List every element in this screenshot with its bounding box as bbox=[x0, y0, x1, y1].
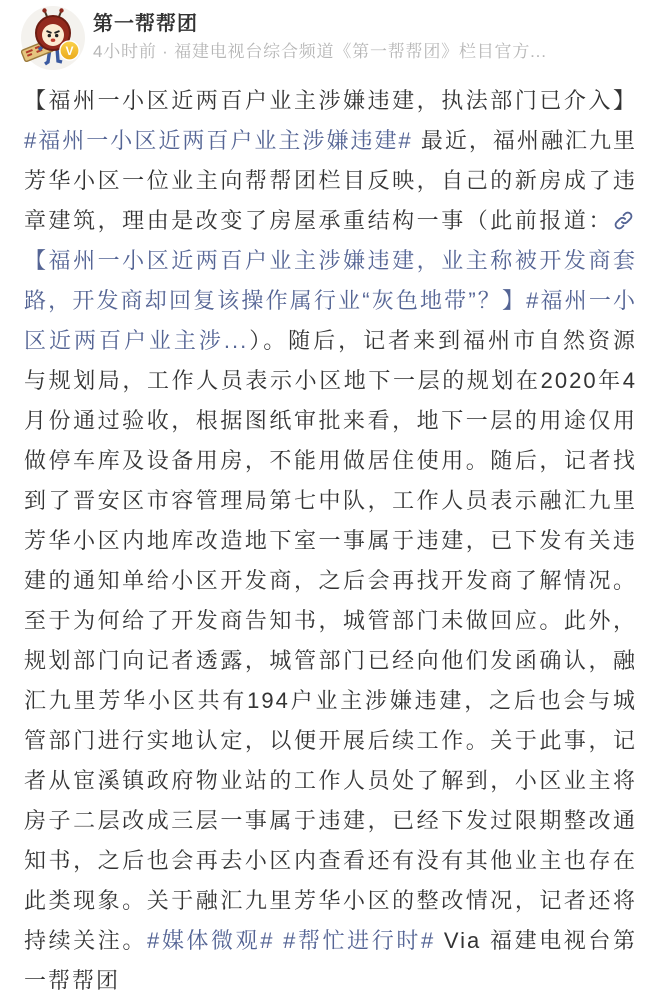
username[interactable]: 第一帮帮团 bbox=[93, 13, 198, 35]
post-body bbox=[24, 81, 637, 1001]
hashtag-link-help[interactable]: #帮忙进行时# bbox=[283, 928, 436, 953]
post-header bbox=[21, 6, 650, 72]
svg-text:V: V bbox=[65, 44, 74, 58]
post-text-via: Via 福建电视台第一帮帮团 bbox=[24, 928, 637, 993]
hashtag-link-main[interactable]: #福州一小区近两百户业主涉嫌违建# bbox=[24, 128, 413, 153]
post-meta: 4小时前 · 福建电视台综合频道《第一帮帮团》栏目官方... bbox=[93, 42, 547, 61]
post-title: 【福州一小区近两百户业主涉嫌违建，执法部门已介入】 bbox=[24, 88, 637, 113]
header-text-block bbox=[93, 11, 650, 62]
hashtag-link-truncated[interactable]: #福州一小区近两百户业主涉... bbox=[24, 288, 637, 353]
article-link-text: 【福州一小区近两百户业主涉嫌违建，业主称被开发商套路，开发商却回复该操作属行业“灰色地带”？】 bbox=[24, 248, 637, 313]
link-icon bbox=[613, 210, 634, 231]
verified-badge-icon bbox=[59, 40, 80, 61]
post-text-main: ）。随后，记者来到福州市自然资源与规划局，工作人员表示小区地下一层的规划在2020年4月份通过验收，根据图纸审批来看，地下一层的用途仅用做停车库及设备用房，不能用做居住使用。随后，记者找到了晋安区市容管理局第七中队，工作人员表示融汇九里芳华小区内地库改造地下室一事属于违建，已下发有关违建的通知单给小区开发商，之后会再找开发商了解情况。至于为何给了开发商告知书，城管部门未做回应。此外，规划部门向记者透露，城管部门已经向他们发函确认，融汇九里芳华小区共有194户业主涉嫌违建，之后也会与城管部门进行实地认定，以便开展后续工作。关于此事，记者从宦溪镇政府物业站的工作人员处了解到，小区业主将房子二层改成三层一事属于违建，已经下发过限期整改通知书，之后也会再去小区内查看还有没有其他业主也存在此类现象。关于融汇九里芳华小区的整改情况，记者还将持续关注。 bbox=[24, 328, 637, 953]
hashtag-link-media[interactable]: #媒体微观# bbox=[146, 928, 284, 953]
post-text-intro: 最近，福州融汇九里芳华小区一位业主向帮帮团栏目反映，自己的新房成了违章建筑，理由是改变了房屋承重结构一事（此前报道： bbox=[24, 128, 637, 233]
avatar[interactable] bbox=[21, 6, 85, 70]
